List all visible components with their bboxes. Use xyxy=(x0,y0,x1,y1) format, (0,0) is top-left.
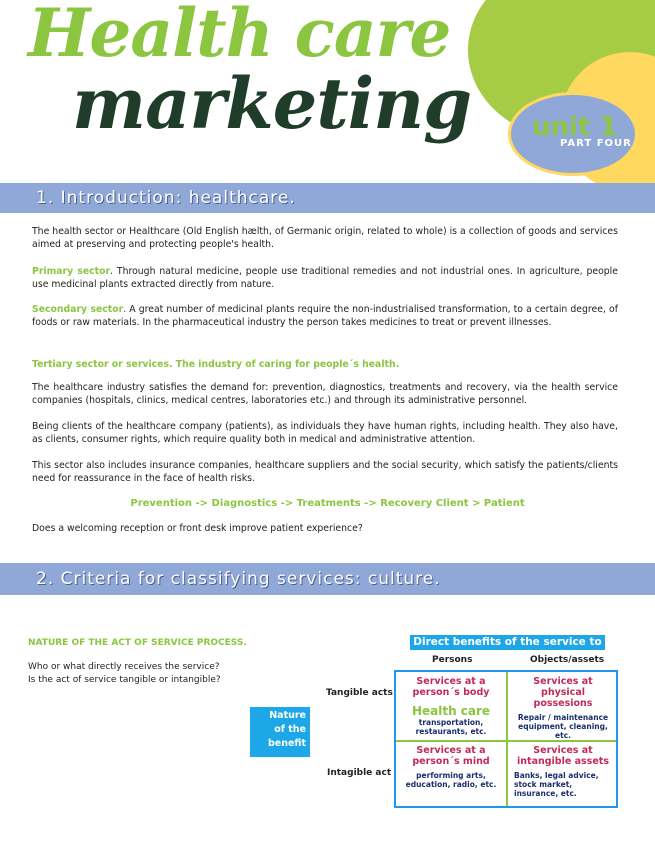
secondary-sector-text: . A great number of medicinal plants require the non-industrialised transformation, to a certain degree, of foods or raw materials. In the pharmaceutical industry the person takes medicines to treat or prevent illnesses. xyxy=(32,304,618,328)
question-tangible: Is the act of service tangible or intangible? xyxy=(28,675,221,685)
nature-of-benefit-box xyxy=(250,707,310,757)
unit-label: unit 1 xyxy=(532,112,618,142)
section1-heading: 1. Introduction: healthcare. xyxy=(36,188,296,208)
cell-health-care: Health care xyxy=(411,704,491,718)
column-objects: Objects/assets xyxy=(530,655,605,665)
cell-intangible-assets-title: Services at intangible assets xyxy=(517,745,609,767)
tertiary-sector-line: Tertiary sector or services. The industry of caring for people´s health. xyxy=(32,359,400,370)
secondary-sector-label: Secondary sector xyxy=(32,304,124,315)
nature-label-1: Nature xyxy=(269,710,306,721)
flow-line: Prevention -> Diagnostics -> Treatments -> Recovery Client > Patient xyxy=(130,498,525,509)
sector-paragraph: This sector also includes insurance companies, healthcare suppliers and the social security, which satisfy the patients/clients need for reassurance in the face of health risks. xyxy=(32,460,618,484)
row-tangible: Tangible acts xyxy=(326,688,393,698)
cell-physical-possessions-sub: Repair / maintenance equipment, cleaning, etc. xyxy=(517,713,609,740)
matrix-horizontal-divider xyxy=(396,740,616,742)
question-who: Who or what directly receives the service? xyxy=(28,662,220,672)
title-health-care: Health care xyxy=(28,0,451,72)
cell-physical-possessions-title: Services at physical possesions xyxy=(533,676,593,709)
row-intangible: Intagible act xyxy=(327,768,392,778)
cell-person-mind-sub: performing arts, education, radio, etc. xyxy=(405,771,497,789)
nature-label-3: benefit xyxy=(267,738,306,749)
primary-sector-label: Primary sector xyxy=(32,266,111,277)
cell-person-mind-title: Services at a person´s mind xyxy=(412,745,490,767)
section2-heading: 2. Criteria for classifying services: culture. xyxy=(36,569,441,589)
cell-person-body xyxy=(398,676,504,736)
intro-paragraph: The health sector or Healthcare (Old English hælth, of Germanic origin, related to whole) is a collection of goods and services aimed at preserving and protecting people's health. xyxy=(32,226,618,250)
primary-sector-paragraph xyxy=(32,265,618,291)
matrix-vertical-divider xyxy=(506,672,508,806)
question-line: Does a welcoming reception or front desk improve patient experience? xyxy=(32,523,363,534)
cell-person-mind xyxy=(398,745,504,789)
clients-paragraph: Being clients of the healthcare company (patients), as individuals they have human rights, including health. They also have, as clients, consumer rights, which require quality both in medical and administrative attention. xyxy=(32,421,618,445)
cell-person-body-sub: transportation, restaurants, etc. xyxy=(415,718,487,736)
nature-label-2: of the xyxy=(274,724,306,735)
secondary-sector-paragraph xyxy=(32,303,618,329)
part-label: PART FOUR xyxy=(560,138,632,149)
column-persons: Persons xyxy=(432,655,473,665)
nature-of-act-title: NATURE OF THE ACT OF SERVICE PROCESS. xyxy=(28,638,247,648)
primary-sector-text: . Through natural medicine, people use traditional remedies and not industrial ones. In agriculture, people use medicinal plants extracted directly from nature. xyxy=(32,266,618,290)
cell-intangible-assets-sub: Banks, legal advice, stock market, insurance, etc. xyxy=(514,771,599,798)
cell-physical-possessions xyxy=(510,676,616,740)
industry-paragraph: The healthcare industry satisfies the demand for: prevention, diagnostics, treatments and recovery, via the health service companies (hospitals, clinics, medical centres, laboratories etc.) and through its administrative personnel. xyxy=(32,382,618,406)
cell-person-body-title: Services at a person´s body xyxy=(412,676,490,698)
cell-intangible-assets xyxy=(510,745,616,798)
matrix-header: Direct benefits of the service to xyxy=(410,635,605,650)
title-marketing: marketing xyxy=(72,62,472,145)
